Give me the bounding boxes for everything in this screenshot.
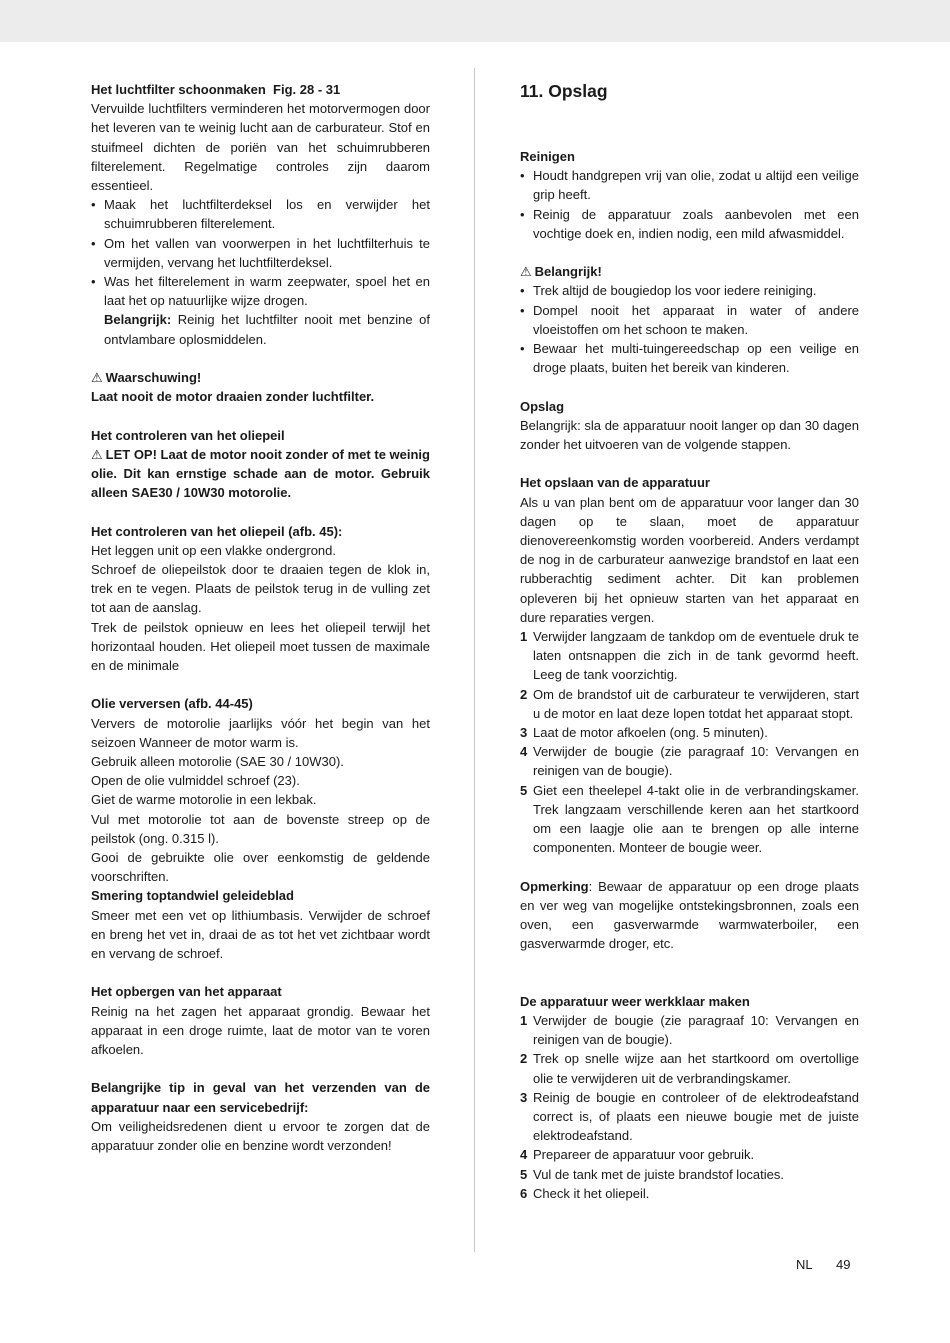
paragraph: Om veiligheidsredenen dient u ervoor te zorgen dat de apparatuur zonder olie en benzine wordt verzonden! xyxy=(91,1118,430,1154)
left-column xyxy=(91,80,430,1155)
list-item: • Reinig de apparatuur zoals aanbevolen met een vochtige doek en, indien nodig, een mild afwasmiddel. xyxy=(520,206,859,241)
list-item: • Om het vallen van voorwerpen in het luchtfilterhuis te vermijden, vervang het luchtfilterdeksel. xyxy=(91,235,430,270)
section-title-storing-equipment: Het opslaan van de apparatuur xyxy=(520,475,710,491)
numbered-step: 4 Prepareer de apparatuur voor gebruik. xyxy=(520,1147,755,1163)
right-column xyxy=(520,80,859,1203)
paragraph: Smeer met een vet op lithiumbasis. Verwijder de schroef en breng het vet in, draai de as tot het vet zichtbaar wordt en vervang de schroef. xyxy=(91,907,430,962)
section-title-oil-check: Het controleren van het oliepeil xyxy=(91,427,285,443)
list-item: • Trek altijd de bougiedop los voor iedere reiniging. xyxy=(520,283,817,299)
warning-heading: ⚠ Waarschuwing! xyxy=(91,368,430,387)
list-item: • Dompel nooit het apparaat in water of andere vloeistoffen om het schoon te maken. xyxy=(520,302,859,337)
paragraph: Het leggen unit op een vlakke ondergrond. xyxy=(91,542,337,558)
paragraph: Ververs de motorolie jaarlijks vóór het begin van het seizoen Wanneer de motor warm is. xyxy=(91,715,430,750)
section-title-air-filter: Het luchtfilter schoonmaken Fig. 28 - 31 xyxy=(91,82,341,97)
section-title-storage: Het opbergen van het apparaat xyxy=(91,984,282,1000)
section-title-opslag: Opslag xyxy=(520,398,565,414)
warning-icon: ⚠ xyxy=(520,264,532,280)
section-title-oil-check-fig: Het controleren van het oliepeil (afb. 45): xyxy=(91,523,343,539)
numbered-step: 1 Verwijder langzaam de tankdop om de eventuele druk te laten ontsnappen die zich in de tank gevormd heeft. Leeg de tank voorzichtig. xyxy=(520,629,859,683)
air-filter-intro: Vervuilde luchtfilters verminderen het motorvermogen door het leveren van te weinig lucht aan de carburateur. Stof en stuifmeel dichten de poriën van het schuimrubberen filterelement. Regelmatige controles zijn daarom essentieel. xyxy=(91,101,430,194)
warning-icon: ⚠ xyxy=(91,370,103,386)
numbered-step: 4 Verwijder de bougie (zie paragraaf 10: Vervangen en reinigen van de bougie). xyxy=(520,744,859,779)
section-title-restore: De apparatuur weer werkklaar maken xyxy=(520,993,750,1009)
numbered-step: 5 Giet een theelepel 4-takt olie in de verbrandingskamer. Trek langzaam verschillende keren aan het startkoord om een laagje olie aan te brengen op alle interne componenten. Monteer de bougie weer. xyxy=(520,782,859,856)
paragraph: Trek de peilstok opnieuw en lees het oliepeil terwijl het horizontaal houden. Het oliepeil moet tussen de maximale en de minimale xyxy=(91,619,430,674)
paragraph: Vul met motorolie tot aan de bovenste streep op de peilstok (ong. 0.315 l). xyxy=(91,811,430,846)
numbered-step: 6 Check it het oliepeil. xyxy=(520,1185,650,1201)
paragraph: Open de olie vulmiddel schroef (23). xyxy=(91,773,300,789)
numbered-step: 1 Verwijder de bougie (zie paragraaf 10: Vervangen en reinigen van de bougie). xyxy=(520,1013,859,1048)
section-title-oil-change: Olie verversen (afb. 44-45) xyxy=(91,696,253,712)
numbered-step: 2 Om de brandstof uit de carburateur te verwijderen, start u de motor en laat deze lopen totdat het apparaat stopt. xyxy=(520,686,859,721)
important-heading: ⚠ Belangrijk! xyxy=(520,262,859,281)
numbered-step: 3 Laat de motor afkoelen (ong. 5 minuten). xyxy=(520,725,768,741)
paragraph: Schroef de oliepeilstok door te draaien tegen de klok in, trek en te vegen. Plaats de peilstok terug in de vulling zet tot aan de aanslag. xyxy=(91,562,430,616)
paragraph: Als u van plan bent om de apparatuur voor langer dan 30 dagen op te slaan, moet de apparatuur dienovereenkomstig worden voorbereid. Anders verdampt de nog in de carburateur aanwezige brandstof en laat een rubberachtig sediment achter. Dit kan problemen opleveren bij het opnieuw starten van het apparaat en dure reparaties vergen. xyxy=(520,494,859,625)
paragraph: Giet de warme motorolie in een lekbak. xyxy=(91,792,317,808)
list-item: • Was het filterelement in warm zeepwater, spoel het en laat het op natuurlijke wijze drogen. xyxy=(91,274,430,309)
paragraph: Reinig na het zagen het apparaat grondig. Bewaar het apparaat in een droge ruimte, laat de motor van te voren afkoelen. xyxy=(91,1003,430,1058)
section-title-lubrication: Smering toptandwiel geleideblad xyxy=(91,888,294,904)
paragraph: Belangrijk: sla de apparatuur nooit langer op dan 30 dagen zonder het uitvoeren van de volgende stappen. xyxy=(520,417,859,453)
top-bar xyxy=(0,0,950,42)
numbered-step: 5 Vul de tank met de juiste brandstof locaties. xyxy=(520,1166,784,1182)
numbered-step: 3 Reinig de bougie en controleer of de elektrodeafstand correct is, of plaats een nieuwe bougie met de juiste elektrodeafstand. xyxy=(520,1089,859,1144)
warning-icon: ⚠ xyxy=(91,446,103,462)
list-item: • Bewaar het multi-tuingereedschap op een veilige en droge plaats, buiten het bereik van kinderen. xyxy=(520,341,859,376)
numbered-step: 2 Trek op snelle wijze aan het startkoord om overtollige olie te verwijderen uit de verbrandingskamer. xyxy=(520,1051,859,1086)
remark: Opmerking: Bewaar de apparatuur op een droge plaats en ver weg van mogelijke ontstekingsbronnen, zoals een oven, een gasverwarmde warmwaterboiler, een gasverwarmde droger, etc. xyxy=(520,878,859,952)
list-item: • Maak het luchtfilterdeksel los en verwijder het schuimrubberen filterelement. xyxy=(91,197,430,232)
footer-language: NL xyxy=(796,1257,813,1272)
chapter-heading: 11. Opslag xyxy=(520,81,608,101)
list-item: • Houdt handgrepen vrij van olie, zodat u altijd een veilige grip heeft. xyxy=(520,168,859,203)
column-divider xyxy=(474,68,475,1252)
section-title-shipping-tip: Belangrijke tip in geval van het verzenden van de apparatuur naar een servicebedrijf: xyxy=(91,1080,430,1115)
paragraph: Gooi de gebruikte olie over eenkomstig de geldende voorschriften. xyxy=(91,850,430,885)
section-title-cleaning: Reinigen xyxy=(520,149,575,164)
air-filter-note: Belangrijk: Reinig het luchtfilter nooit met benzine of ontvlambare oplosmiddelen. xyxy=(104,312,430,347)
paragraph: Gebruik alleen motorolie (SAE 30 / 10W30). xyxy=(91,754,344,770)
oil-warning: ⚠ LET OP! Laat de motor nooit zonder of met te weinig olie. Dit kan ernstige schade aan de motor. Gebruik alleen SAE30 / 10W30 motorolie. xyxy=(91,446,430,501)
warning-text: Laat nooit de motor draaien zonder luchtfilter. xyxy=(91,389,375,405)
page-number: 49 xyxy=(836,1257,851,1272)
